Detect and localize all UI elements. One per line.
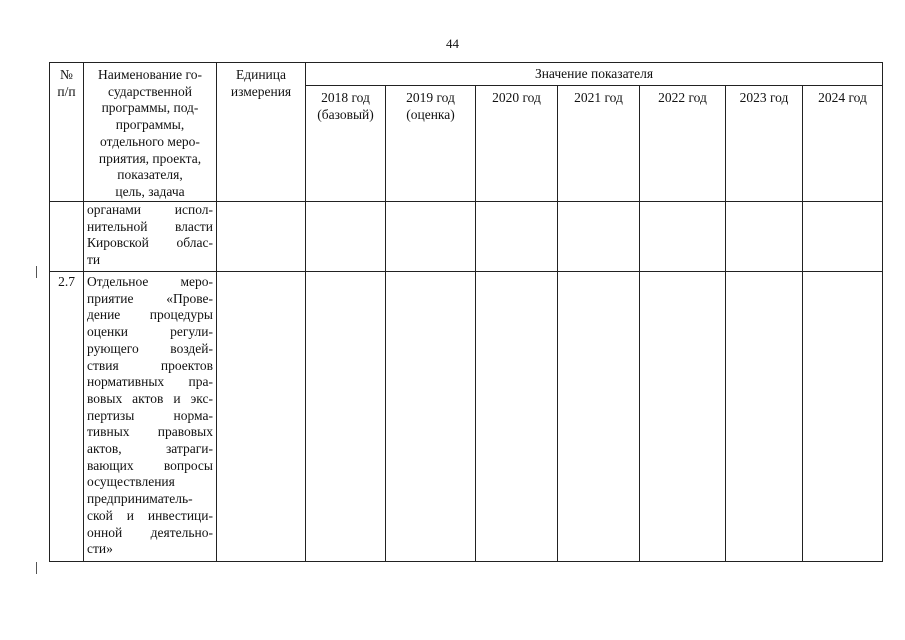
row-name-line: тивных правовых [87, 424, 213, 440]
row-value-2023 [726, 272, 803, 562]
header-name-line: сударственной [108, 83, 192, 99]
row-name-line: Кировской облас- [87, 235, 213, 251]
row-value-2021 [558, 272, 640, 562]
row-name [84, 272, 217, 562]
row-value-2024 [803, 272, 883, 562]
row-name-line: Отдельное меро- [87, 274, 213, 289]
row-name-line: нительной власти [87, 218, 213, 234]
row-name-line: ской и инвестици- [87, 507, 213, 523]
header-year-2022 [640, 86, 726, 202]
row-name-line: онной деятельно- [87, 524, 213, 540]
row-name-line: вающих вопросы [87, 457, 213, 473]
row-value-2020 [476, 272, 558, 562]
header-name-line: показателя, [117, 167, 183, 183]
header-num: № п/п [50, 63, 84, 202]
header-year-2023 [726, 86, 803, 202]
row-name-line: оценки регули- [87, 324, 213, 340]
header-year-2024 [803, 86, 883, 202]
year-label: 2019 год [406, 90, 455, 105]
row-num: 2.7 [50, 272, 84, 562]
header-unit-line: измерения [230, 83, 292, 99]
header-value-group: Значение показателя [306, 63, 883, 86]
header-name-line: приятия, проекта, [98, 150, 202, 166]
row-name-line: предприниматель- [87, 491, 193, 507]
margin-mark-top [36, 266, 37, 278]
margin-mark-bottom [36, 562, 37, 574]
header-unit [217, 63, 306, 202]
row-value-2019 [386, 272, 476, 562]
indicators-table [49, 62, 883, 562]
header-year-2019 [386, 86, 476, 202]
row-value-2019 [386, 202, 476, 272]
header-row-1 [50, 63, 883, 86]
row-name-line: осуществления [87, 474, 175, 490]
year-label: 2018 год [321, 90, 370, 105]
page-number: 44 [446, 36, 459, 51]
year-note: (базовый) [317, 106, 374, 122]
header-name-line: отдельного меро- [100, 133, 200, 149]
header-name-line: Наименование го- [98, 67, 202, 82]
row-value-2023 [726, 202, 803, 272]
header-name-line: программы, [115, 117, 185, 133]
row-name-line: пертизы норма- [87, 407, 213, 423]
header-unit-line: Единица [235, 67, 286, 82]
row-value-2024 [803, 202, 883, 272]
row-name-line: рующего воздей- [87, 340, 213, 356]
row-name [84, 202, 217, 272]
header-name-line: программы, под- [101, 100, 199, 116]
row-value-2022 [640, 202, 726, 272]
year-label: 2022 год [658, 90, 707, 105]
year-label: 2020 год [492, 90, 541, 105]
row-name-line: приятие «Прове- [87, 290, 213, 306]
row-value-2022 [640, 272, 726, 562]
header-year-2021 [558, 86, 640, 202]
row-name-line: вовых актов и экс- [87, 390, 213, 406]
row-unit [217, 272, 306, 562]
row-name-line: ствия проектов [87, 357, 213, 373]
row-name-line: дение процедуры [87, 307, 213, 323]
row-value-2021 [558, 202, 640, 272]
year-note: (оценка) [406, 106, 455, 122]
row-name-line: нормативных пра- [87, 374, 213, 390]
year-label: 2023 год [739, 90, 789, 105]
row-value-2018 [306, 272, 386, 562]
header-name-line: цель, задача [115, 183, 185, 199]
row-name-line: сти» [87, 541, 113, 557]
header-year-2020 [476, 86, 558, 202]
row-num [50, 202, 84, 272]
year-label: 2021 год [574, 90, 623, 105]
row-value-2018 [306, 202, 386, 272]
row-unit [217, 202, 306, 272]
row-value-2020 [476, 202, 558, 272]
header-name [84, 63, 217, 202]
table-row [50, 272, 883, 562]
year-label: 2024 год [818, 90, 867, 105]
row-name-line: ти [87, 252, 101, 268]
row-name-line: органами испол- [87, 202, 213, 217]
row-name-line: актов, затраги- [87, 441, 213, 457]
table-row [50, 202, 883, 272]
header-year-2018 [306, 86, 386, 202]
